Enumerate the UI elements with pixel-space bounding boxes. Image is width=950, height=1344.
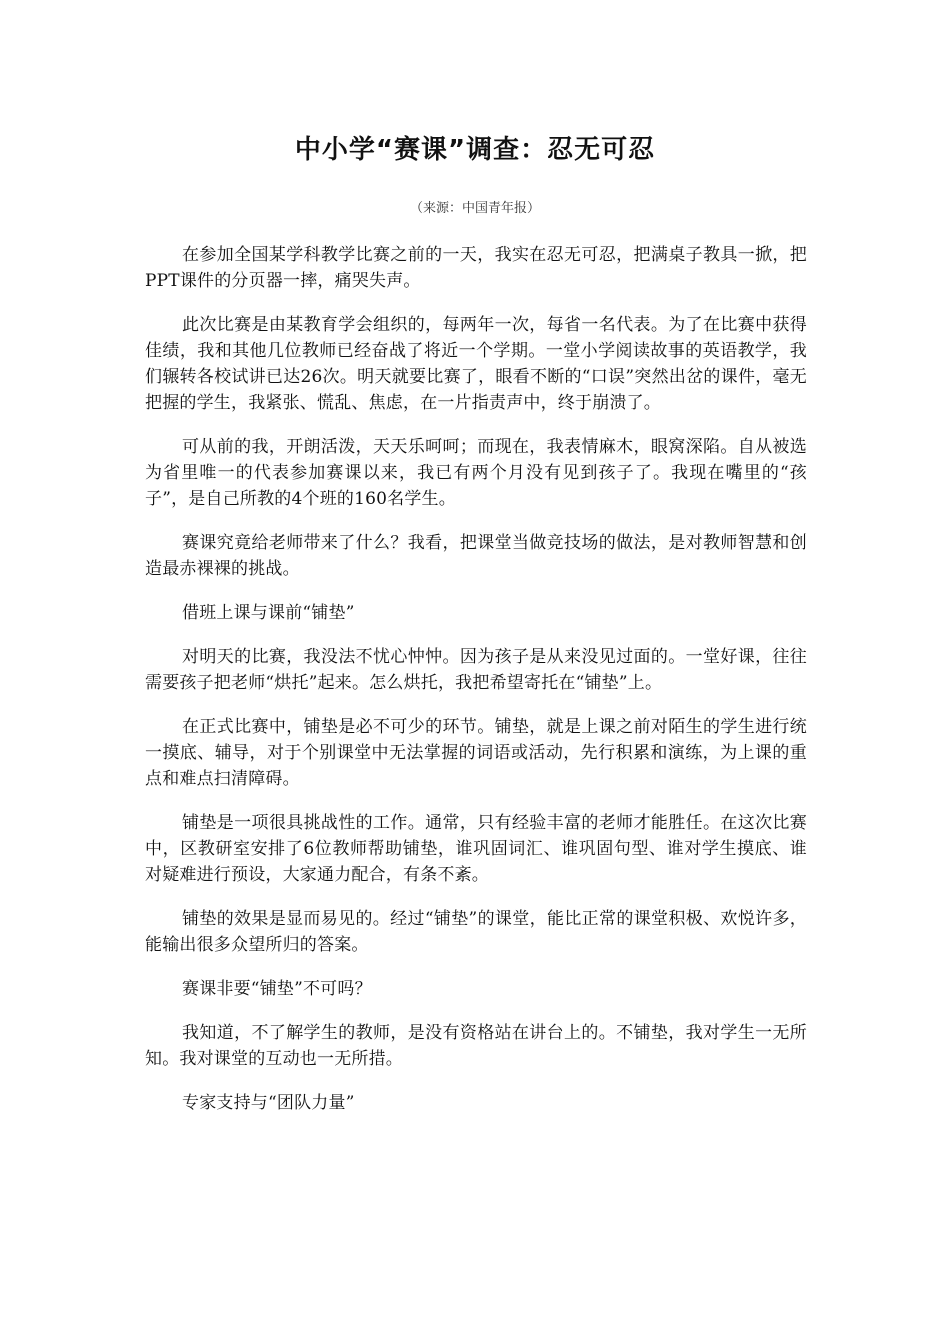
paragraph: 此次比赛是由某教育学会组织的，每两年一次，每省一名代表。为了在比赛中获得佳绩，我和其他几位教师已经奋战了将近一个学期。一堂小学阅读故事的英语教学，我们辗转各校试讲已达26次。明天就要比赛了，眼看不断的“口误”突然出岔的课件，毫无把握的学生，我紧张、慌乱、焦虑，在一片指责声中，终于崩溃了。: [145, 315, 807, 413]
article-source: （来源：中国青年报）: [409, 201, 540, 216]
paragraph: 可从前的我，开朗活泼，天天乐呵呵；而现在，我表情麻木，眼窝深陷。自从被选为省里唯一的代表参加赛课以来，我已有两个月没有见到孩子了。我现在嘴里的“孩子”，是自己所教的4个班的160名学生。: [145, 437, 807, 509]
paragraph: 在正式比赛中，铺垫是必不可少的环节。铺垫，就是上课之前对陌生的学生进行统一摸底、辅导，对于个别课堂中无法掌握的词语或活动，先行积累和演练，为上课的重点和难点扫清障碍。: [145, 717, 807, 789]
paragraph: 对明天的比赛，我没法不忧心忡忡。因为孩子是从来没见过面的。一堂好课，往往需要孩子把老师“烘托”起来。怎么烘托，我把希望寄托在“铺垫”上。: [145, 647, 807, 693]
paragraph: 我知道，不了解学生的教师，是没有资格站在讲台上的。不铺垫，我对学生一无所知。我对课堂的互动也一无所措。: [145, 1023, 807, 1069]
section-heading: 专家支持与“团队力量”: [182, 1093, 355, 1113]
paragraph: 赛课究竟给老师带来了什么？我看，把课堂当做竞技场的做法，是对教师智慧和创造最赤裸裸的挑战。: [145, 533, 807, 579]
article-title: 中小学“赛课”调查：忍无可忍: [294, 135, 656, 165]
article-body: [145, 242, 807, 1134]
paragraph: 在参加全国某学科教学比赛之前的一天，我实在忍无可忍，把满桌子教具一掀，把PPT课件的分页器一摔，痛哭失声。: [145, 245, 807, 291]
paragraph: 铺垫是一项很具挑战性的工作。通常，只有经验丰富的老师才能胜任。在这次比赛中，区教研室安排了6位教师帮助铺垫，谁巩固词汇、谁巩固句型、谁对学生摸底、谁对疑难进行预设，大家通力配合，有条不紊。: [145, 813, 807, 885]
section-heading: 借班上课与课前“铺垫”: [182, 603, 355, 623]
section-heading: 赛课非要“铺垫”不可吗？: [182, 979, 372, 999]
paragraph: 铺垫的效果是显而易见的。经过“铺垫”的课堂，能比正常的课堂积极、欢悦许多，能输出很多众望所归的答案。: [145, 909, 807, 955]
